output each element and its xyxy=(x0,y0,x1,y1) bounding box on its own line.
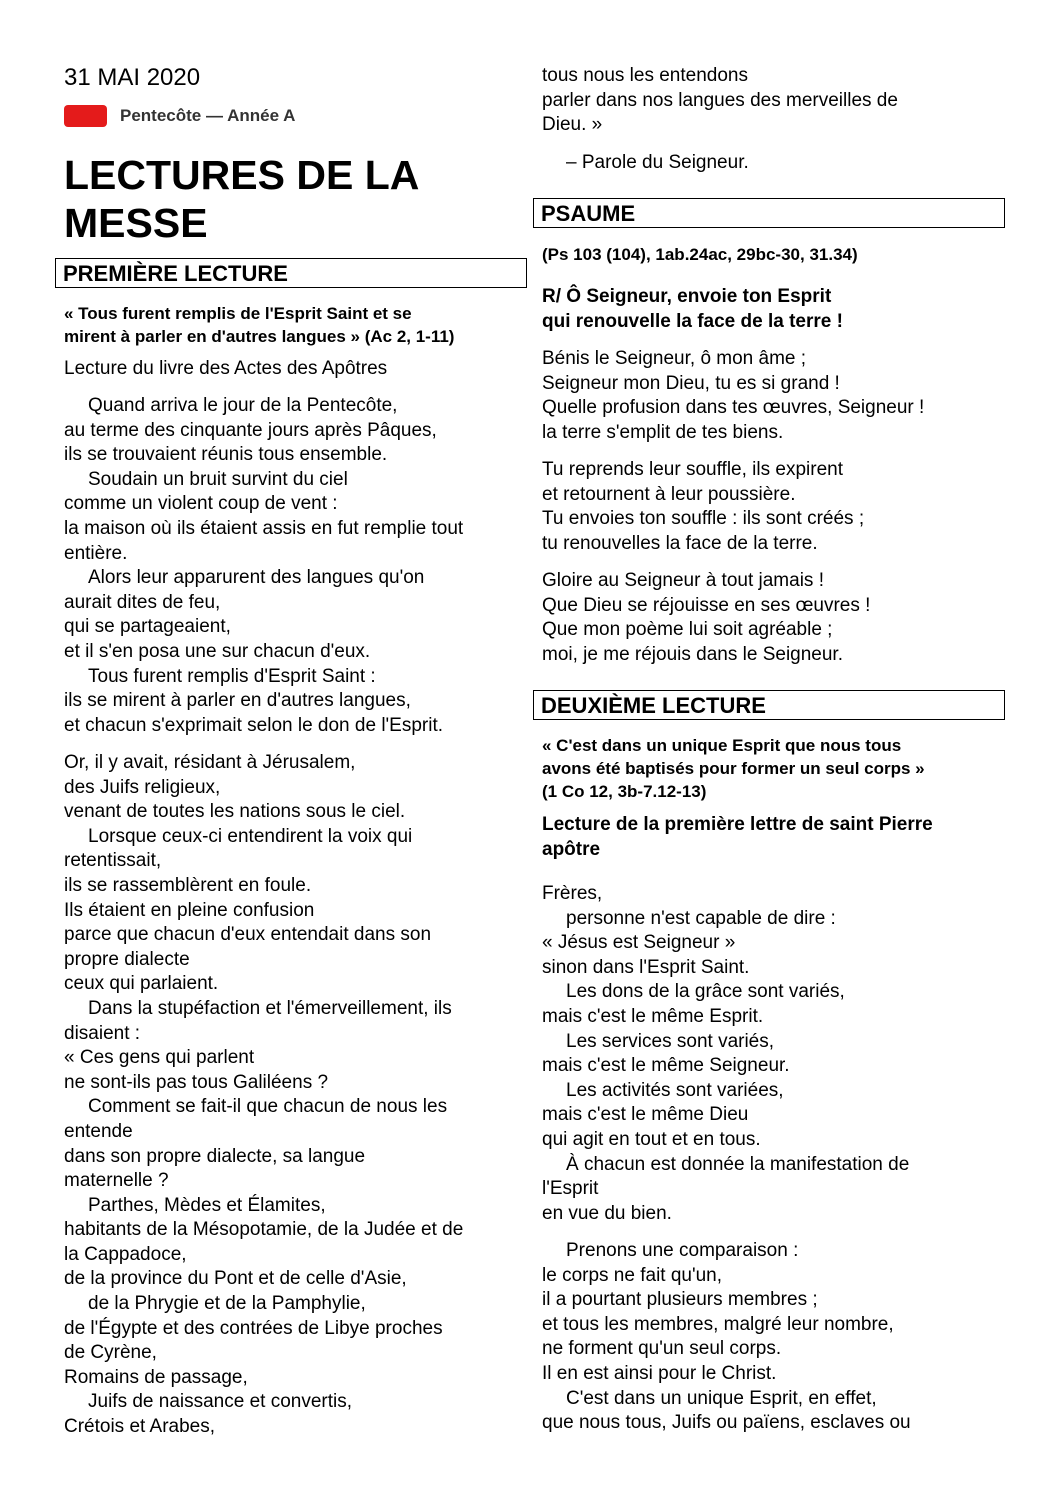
text-line: maternelle ? xyxy=(64,1170,169,1192)
text-line: Les activités sont variées, xyxy=(566,1079,784,1101)
first-reading-reference xyxy=(64,302,454,348)
text-line: Gloire au Seigneur à tout jamais ! xyxy=(542,570,824,591)
second-reading-intro xyxy=(542,813,933,862)
title-line: LECTURES DE LA xyxy=(64,152,420,198)
text-line: Bénis le Seigneur, ô mon âme ; xyxy=(542,348,807,369)
feast-label: Pentecôte — Année A xyxy=(120,106,296,125)
intro-line: Lecture de la première lettre de saint Pierre xyxy=(542,814,933,835)
text-line: Tu envoies ton souffle : ils sont créés ; xyxy=(542,508,865,530)
first-reading-continuation xyxy=(542,64,898,138)
first-reading-paragraph-1 xyxy=(64,394,463,738)
text-line: retentissait, xyxy=(64,850,162,872)
text-line: Quand arriva le jour de la Pentecôte, xyxy=(88,395,398,416)
second-reading-paragraph-2 xyxy=(542,1239,911,1436)
text-line: Lorsque ceux-ci entendirent la voix qui xyxy=(88,825,413,847)
psalm-reference: (Ps 103 (104), 1ab.24ac, 29bc-30, 31.34) xyxy=(542,245,858,264)
text-line: mais c'est le même Seigneur. xyxy=(542,1055,790,1077)
text-line: Frères, xyxy=(542,883,603,904)
first-reading-intro: Lecture du livre des Actes des Apôtres xyxy=(64,358,388,379)
text-line: Dieu. » xyxy=(542,114,603,136)
section-heading-psalm: PSAUME xyxy=(533,198,1005,228)
second-reading-paragraph-1 xyxy=(542,882,909,1226)
text-line: Or, il y avait, résidant à Jérusalem, xyxy=(64,752,356,773)
text-line: et il s'en posa une sur chacun d'eux. xyxy=(64,640,371,662)
reference-line: avons été baptisés pour former un seul corps » xyxy=(542,759,925,778)
text-line: au terme des cinquante jours après Pâques, xyxy=(64,419,437,441)
second-reading-reference xyxy=(542,734,925,803)
text-line: C'est dans un unique Esprit, en effet, xyxy=(566,1387,877,1409)
text-line: mais c'est le même Dieu xyxy=(542,1104,749,1126)
text-line: Tu reprends leur souffle, ils expirent xyxy=(542,459,843,480)
section-heading-first-reading: PREMIÈRE LECTURE xyxy=(55,258,527,288)
text-line: Prenons une comparaison : xyxy=(566,1240,799,1261)
text-line: Tous furent remplis d'Esprit Saint : xyxy=(88,665,376,687)
text-line: la Cappadoce, xyxy=(64,1243,187,1265)
text-line: il a pourtant plusieurs membres ; xyxy=(542,1289,818,1311)
text-line: qui agit en tout et en tous. xyxy=(542,1128,761,1150)
reference-line: « Tous furent remplis de l'Esprit Saint et se xyxy=(64,304,412,323)
text-line: À chacun est donnée la manifestation de xyxy=(566,1153,910,1175)
date: 31 MAI 2020 xyxy=(64,64,201,91)
refrain-line: R/ Ô Seigneur, envoie ton Esprit xyxy=(542,286,832,307)
text-line: Les services sont variés, xyxy=(566,1030,775,1052)
text-line: ceux qui parlaient. xyxy=(64,973,219,995)
liturgical-color-badge xyxy=(64,105,107,127)
text-line: de l'Égypte et des contrées de Libye proches xyxy=(64,1317,443,1339)
text-line: et retournent à leur poussière. xyxy=(542,483,796,505)
text-line: et tous les membres, malgré leur nombre, xyxy=(542,1313,894,1335)
text-line: de la Phrygie et de la Pamphylie, xyxy=(88,1293,366,1315)
text-line: Comment se fait-il que chacun de nous les xyxy=(88,1096,448,1118)
text-line: Juifs de naissance et convertis, xyxy=(88,1391,353,1413)
text-line: entende xyxy=(64,1120,133,1142)
text-line: Crétois et Arabes, xyxy=(64,1416,216,1438)
text-line: propre dialecte xyxy=(64,948,190,970)
text-line: Ils étaient en pleine confusion xyxy=(64,899,315,921)
text-line: Que mon poème lui soit agréable ; xyxy=(542,619,833,641)
text-line: mais c'est le même Esprit. xyxy=(542,1005,764,1027)
text-line: ils se mirent à parler en d'autres langues, xyxy=(64,690,411,712)
text-line: Seigneur mon Dieu, tu es si grand ! xyxy=(542,372,840,394)
psalm-refrain xyxy=(542,285,843,334)
section-heading-second-reading: DEUXIÈME LECTURE xyxy=(533,690,1005,720)
text-line: comme un violent coup de vent : xyxy=(64,493,338,515)
text-line: personne n'est capable de dire : xyxy=(566,907,836,929)
intro-line: apôtre xyxy=(542,838,601,860)
text-line: et chacun s'exprimait selon le don de l'Esprit. xyxy=(64,714,444,736)
text-line: que nous tous, Juifs ou païens, esclaves ou xyxy=(542,1412,911,1434)
psalm-stanza-1 xyxy=(542,347,924,445)
text-line: entière. xyxy=(64,542,128,564)
text-line: Que Dieu se réjouisse en ses œuvres ! xyxy=(542,594,871,616)
refrain-line: qui renouvelle la face de la terre ! xyxy=(542,310,843,332)
text-line: parce que chacun d'eux entendait dans son xyxy=(64,924,432,946)
feast-row xyxy=(64,104,295,128)
text-line: le corps ne fait qu'un, xyxy=(542,1264,723,1286)
title-line: MESSE xyxy=(64,200,208,246)
text-line: Les dons de la grâce sont variés, xyxy=(566,981,845,1003)
text-line: ils se trouvaient réunis tous ensemble. xyxy=(64,444,388,466)
text-line: Alors leur apparurent des langues qu'on xyxy=(88,567,425,589)
text-line: dans son propre dialecte, sa langue xyxy=(64,1145,366,1167)
text-line: l'Esprit xyxy=(542,1178,599,1200)
text-line: Romains de passage, xyxy=(64,1366,248,1388)
text-line: « Ces gens qui parlent xyxy=(64,1047,255,1069)
text-line: moi, je me réjouis dans le Seigneur. xyxy=(542,643,843,665)
text-line: en vue du bien. xyxy=(542,1202,672,1224)
text-line: sinon dans l'Esprit Saint. xyxy=(542,956,750,978)
text-line: la maison où ils étaient assis en fut remplie tout xyxy=(64,517,464,539)
text-line: ne sont-ils pas tous Galiléens ? xyxy=(64,1071,329,1093)
text-line: venant de toutes les nations sous le ciel. xyxy=(64,801,406,823)
text-line: tous nous les entendons xyxy=(542,65,748,86)
text-line: habitants de la Mésopotamie, de la Judée et de xyxy=(64,1219,464,1241)
text-line: Soudain un bruit survint du ciel xyxy=(88,468,348,490)
text-line: disaient : xyxy=(64,1022,141,1044)
text-line: Il en est ainsi pour le Christ. xyxy=(542,1362,777,1384)
page-title xyxy=(64,151,419,247)
text-line: Parthes, Mèdes et Élamites, xyxy=(88,1194,326,1216)
text-line: tu renouvelles la face de la terre. xyxy=(542,532,818,554)
first-reading-paragraph-2 xyxy=(64,751,463,1440)
text-line: aurait dites de feu, xyxy=(64,591,221,613)
reference-line: « C'est dans un unique Esprit que nous tous xyxy=(542,736,902,755)
text-line: parler dans nos langues des merveilles de xyxy=(542,89,898,111)
psalm-stanza-2 xyxy=(542,458,864,556)
text-line: des Juifs religieux, xyxy=(64,776,221,798)
text-line: de Cyrène, xyxy=(64,1342,157,1364)
reference-line: mirent à parler en d'autres langues » (Ac 2, 1-11) xyxy=(64,327,455,346)
text-line: de la province du Pont et de celle d'Asie, xyxy=(64,1268,407,1290)
text-line: la terre s'emplit de tes biens. xyxy=(542,421,784,443)
first-reading-closing: – Parole du Seigneur. xyxy=(566,152,749,173)
text-line: ils se rassemblèrent en foule. xyxy=(64,874,312,896)
text-line: Quelle profusion dans tes œuvres, Seigneur ! xyxy=(542,397,925,419)
text-line: qui se partageaient, xyxy=(64,616,231,638)
reference-line: (1 Co 12, 3b-7.12-13) xyxy=(542,782,707,801)
text-line: Dans la stupéfaction et l'émerveillement, ils xyxy=(88,997,452,1019)
psalm-stanza-3 xyxy=(542,569,870,667)
text-line: « Jésus est Seigneur » xyxy=(542,932,736,954)
text-line: ne forment qu'un seul corps. xyxy=(542,1338,782,1360)
